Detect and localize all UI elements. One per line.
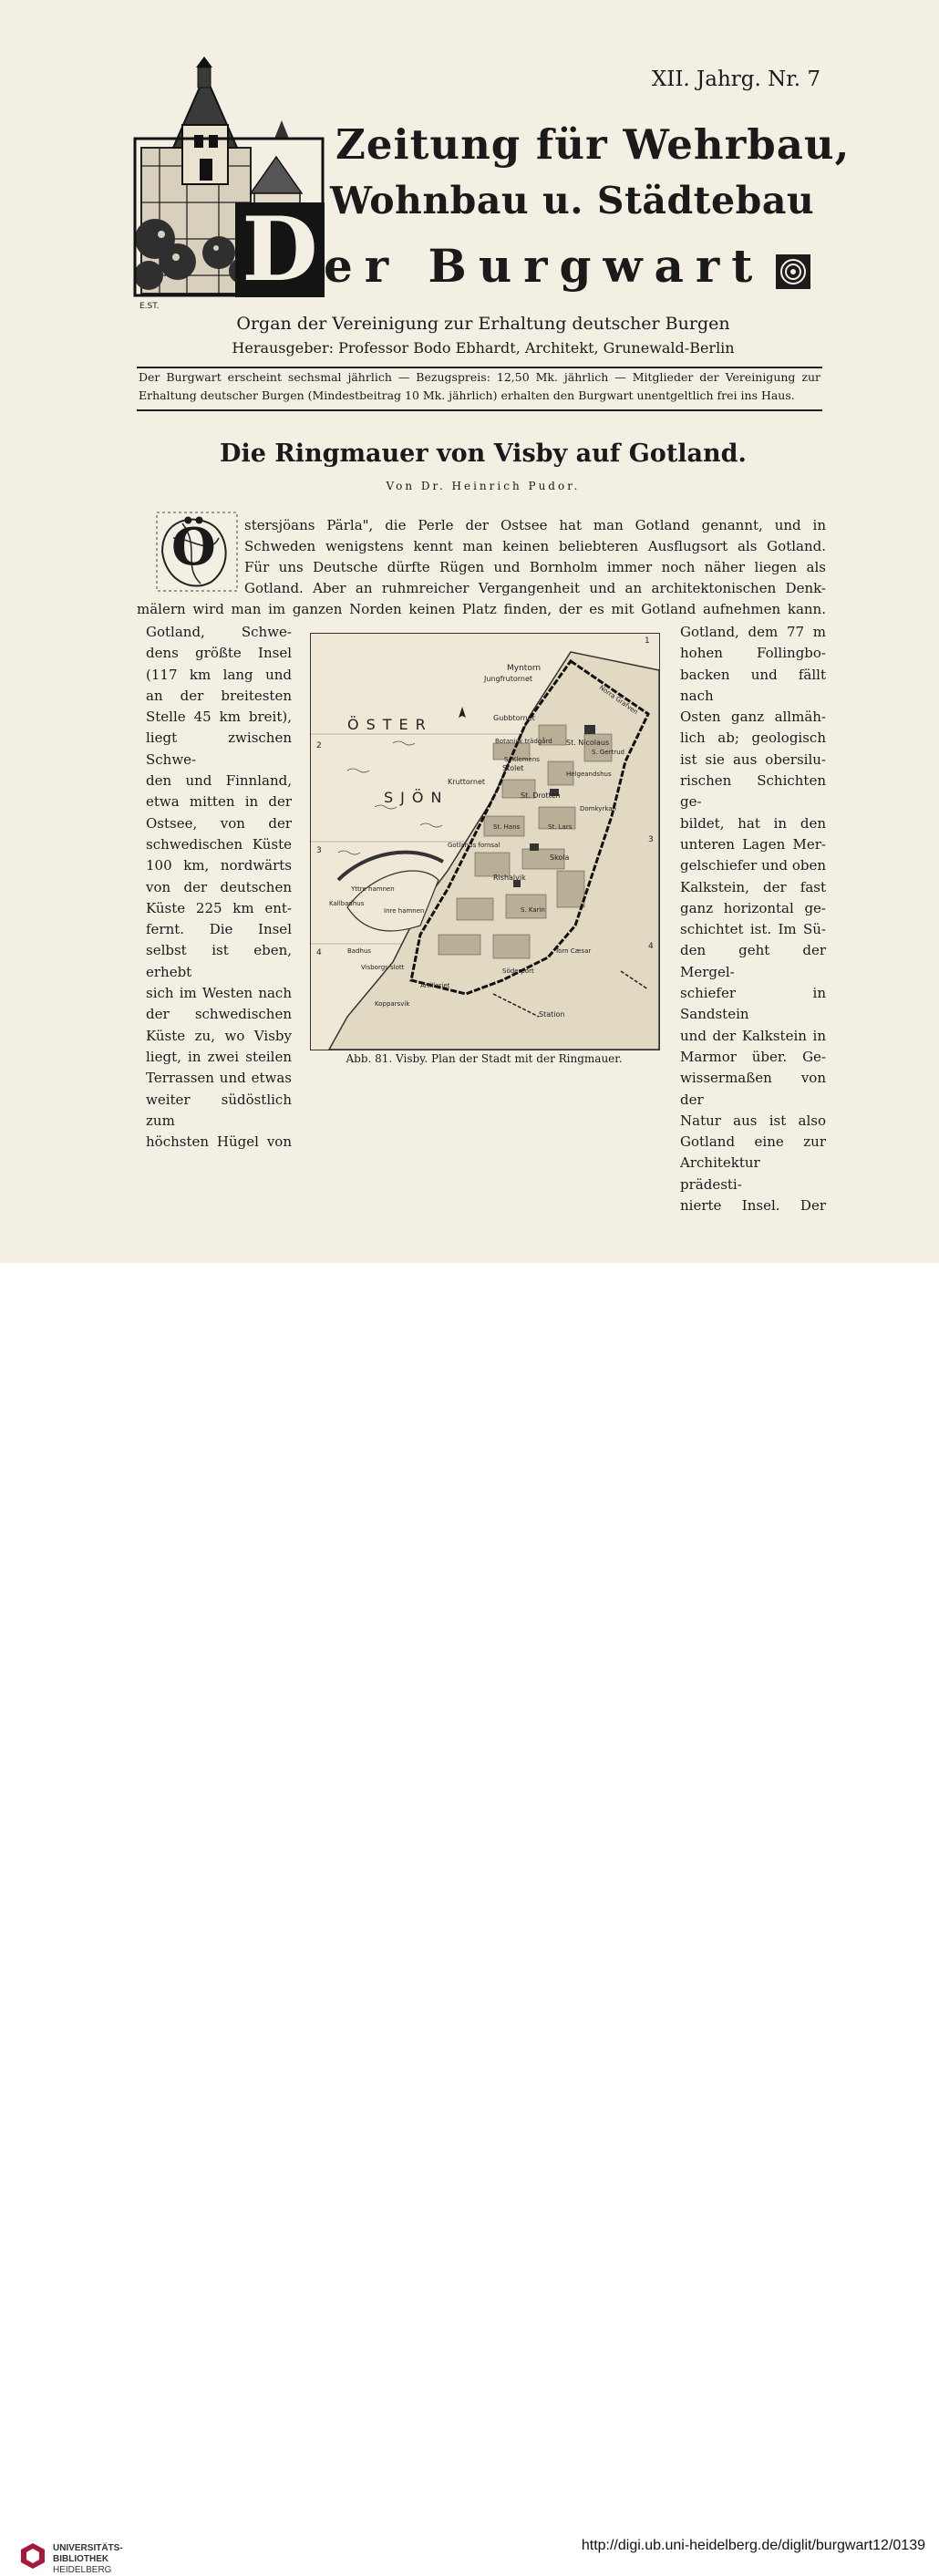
article-title: Die Ringmauer von Visby auf Gotland. — [220, 440, 747, 468]
illustration-signature: E.ST. — [139, 302, 160, 311]
right-line: Kalkstein, der fast — [680, 878, 826, 895]
right-line: ganz horizontal ge- — [680, 899, 826, 916]
map-label: St. Nicolaus — [566, 739, 610, 747]
map-grid-number: 1 — [645, 636, 650, 646]
left-line: sich im Westen nach — [146, 985, 292, 1002]
right-line: ist sie aus obersilu- — [680, 750, 826, 768]
left-line: Gotland, Schwe- — [146, 624, 292, 640]
right-line: hohen Follingbo- — [680, 645, 826, 662]
map-label: St. Hans — [493, 823, 521, 831]
bottom-rule — [137, 409, 822, 411]
title-initial-d: D — [235, 202, 325, 297]
map-label: Visborgs slott — [361, 964, 405, 971]
intro-line-5: mälern wird man im ganzen Norden keinen Platz finden, der es mit Gotland aufnehmen kann. — [137, 601, 826, 617]
issue-number: XII. Jahrg. Nr. 7 — [651, 67, 820, 91]
library-name-line: HEIDELBERG — [53, 2565, 112, 2575]
left-line: liegt, in zwei steilen — [146, 1048, 292, 1065]
left-line: höchsten Hügel von — [146, 1133, 292, 1151]
organ-line: Organ der Vereinigung zur Erhaltung deutscher Burgen — [236, 314, 730, 334]
left-line: liegt zwischen Schwe- — [146, 729, 292, 768]
left-line: der schwedischen — [146, 1006, 292, 1023]
map-label: Yttre hamnen — [351, 885, 395, 893]
subscription-line-2: Erhaltung deutscher Burgen (Mindestbeitrag 10 Mk. jährlich) erhalten den Burgwart unentgeltlich frei ins Haus. — [139, 388, 795, 402]
right-line: Natur aus ist also — [680, 1112, 826, 1129]
right-line: und der Kalkstein in — [680, 1027, 826, 1044]
left-line: dens größte Insel — [146, 645, 292, 662]
left-line: von der deutschen — [146, 878, 292, 895]
map-sea-label: ÖSTER — [347, 716, 433, 733]
library-name-line: BIBLIOTHEK — [53, 2554, 109, 2564]
figure-caption: Abb. 81. Visby. Plan der Stadt mit der Ringmauer. — [346, 1052, 623, 1065]
left-line: Ostsee, von der — [146, 814, 292, 832]
map-label: S. Gertrud — [592, 749, 625, 756]
map-label: Myntorn — [507, 664, 542, 673]
map-label: Rishalvik — [493, 874, 526, 882]
map-label: Stolet — [502, 764, 524, 772]
map-grid-number: 3 — [316, 846, 322, 855]
right-line: unteren Lagen Mer- — [680, 835, 826, 853]
visby-map-figure — [310, 633, 660, 1050]
right-line: nierte Insel. Der — [680, 1197, 826, 1215]
library-name-line: UNIVERSITÄTS- — [53, 2543, 123, 2553]
right-line: backen und fällt nach — [680, 666, 826, 704]
left-line: Stelle 45 km breit), — [146, 709, 292, 726]
map-label: Torn Cæsar — [555, 947, 592, 955]
left-line: (117 km lang und — [146, 666, 292, 683]
map-grid-number: 4 — [648, 942, 654, 951]
left-line: Terrassen und etwas — [146, 1070, 292, 1087]
map-label: Domkyrkan — [580, 805, 616, 812]
map-grid-number: 2 — [316, 741, 322, 750]
right-line: schiefer in Sandstein — [680, 985, 826, 1023]
left-line: schwedischen Küste — [146, 835, 292, 853]
left-line: fernt. Die Insel — [146, 921, 292, 938]
left-line: selbst ist eben, erhebt — [146, 942, 292, 980]
title-line-2: Wohnbau u. Städtebau — [330, 179, 815, 222]
title-line-1: Zeitung für Wehrbau, — [335, 120, 851, 169]
map-label: Skola — [550, 853, 570, 862]
left-line: an der breitesten — [146, 687, 292, 704]
map-label: Gotlands fornsal — [448, 842, 500, 849]
left-line: 100 km, nordwärts — [146, 857, 292, 874]
intro-line-4: Gotland. Aber an ruhmreicher Vergangenheit und an architektonischen Denk- — [244, 580, 826, 596]
north-arrow-icon — [459, 707, 466, 718]
map-label: Söderport — [502, 967, 534, 975]
right-line: den geht der Mergel- — [680, 942, 826, 980]
intro-line-2: Schweden wenigstens kennt man keinen beliebteren Ausflugsort als Gotland. — [244, 538, 826, 554]
article-byline: Von Dr. Heinrich Pudor. — [386, 480, 581, 492]
right-line: Gotland eine zur — [680, 1133, 826, 1151]
map-grid-number: 3 — [648, 835, 654, 844]
right-line: rischen Schichten ge- — [680, 772, 826, 811]
map-label: Kruttornet — [448, 778, 486, 786]
right-line: Gotland, dem 77 m — [680, 624, 826, 640]
right-line: wissermaßen von der — [680, 1070, 826, 1108]
map-sea-label: SJÖN — [384, 789, 449, 806]
left-column — [146, 622, 292, 1153]
map-label: Helgeandshus — [566, 771, 612, 778]
library-logo-icon — [20, 2542, 46, 2570]
left-line: etwa mitten in der — [146, 793, 292, 811]
map-label: Jungfrutornet — [484, 675, 533, 683]
map-label: Kopparsvik — [375, 1000, 410, 1008]
left-line: Küste 225 km ent- — [146, 899, 292, 916]
map-label: Gubbtornet — [493, 714, 535, 722]
dropcap-letter: Ö — [171, 517, 216, 577]
left-line: den und Finnland, — [146, 772, 292, 790]
right-line: Marmor über. Ge- — [680, 1048, 826, 1065]
map-label: Station — [539, 1010, 565, 1019]
scanned-page — [0, 0, 939, 1263]
publisher-line: Herausgeber: Professor Bodo Ebhardt, Architekt, Grunewald-Berlin — [232, 339, 735, 357]
map-label: St. Drotten — [521, 791, 561, 800]
map-label: Badhus — [347, 947, 372, 955]
intro-line-1: stersjöans Pärla", die Perle der Ostsee hat man Gotland genannt, und in — [244, 517, 826, 533]
title-der-burgwart: er Burgwart — [324, 239, 765, 293]
right-line: schichtet ist. Im Sü- — [680, 921, 826, 938]
footer-bar — [0, 1263, 939, 2575]
map-label: S. Klemens — [504, 756, 540, 763]
map-label: Norra Grafven — [597, 684, 640, 717]
map-label: Kallbadhus — [329, 900, 365, 907]
right-column — [680, 622, 826, 1216]
right-line: Osten ganz allmäh- — [680, 709, 826, 726]
source-url-link[interactable]: http://digi.ub.uni-heidelberg.de/diglit/burgwart12/0139 — [581, 2538, 925, 2553]
library-name — [53, 2543, 123, 2576]
map-label: Inre hamnen — [384, 907, 425, 915]
right-line: lich ab; geologisch — [680, 729, 826, 747]
map-label: St. Lars — [548, 823, 573, 831]
map-label: Botanisk trädgård — [495, 738, 552, 745]
subscription-line-1: Der Burgwart erscheint sechsmal jährlich — Bezugspreis: 12,50 Mk. jährlich — Mitglieder der Vereinigung zur — [139, 370, 820, 384]
map-grid-number: 4 — [316, 948, 322, 957]
right-line: bildet, hat in den — [680, 814, 826, 832]
visby-map — [311, 634, 659, 1050]
map-label: Artilleriet — [420, 982, 450, 989]
right-line: Architektur prädesti- — [680, 1154, 760, 1193]
map-label: S. Karin — [521, 906, 545, 914]
left-line: weiter südöstlich zum — [146, 1091, 292, 1129]
left-line: Küste zu, wo Visby — [146, 1027, 292, 1044]
ornamental-dropcap — [155, 511, 239, 593]
intro-line-3: Für uns Deutsche dürfte Rügen und Bornholm immer noch näher liegen als — [244, 559, 826, 575]
right-line: gelschiefer und oben — [680, 857, 826, 874]
rose-emblem-icon — [775, 253, 811, 290]
